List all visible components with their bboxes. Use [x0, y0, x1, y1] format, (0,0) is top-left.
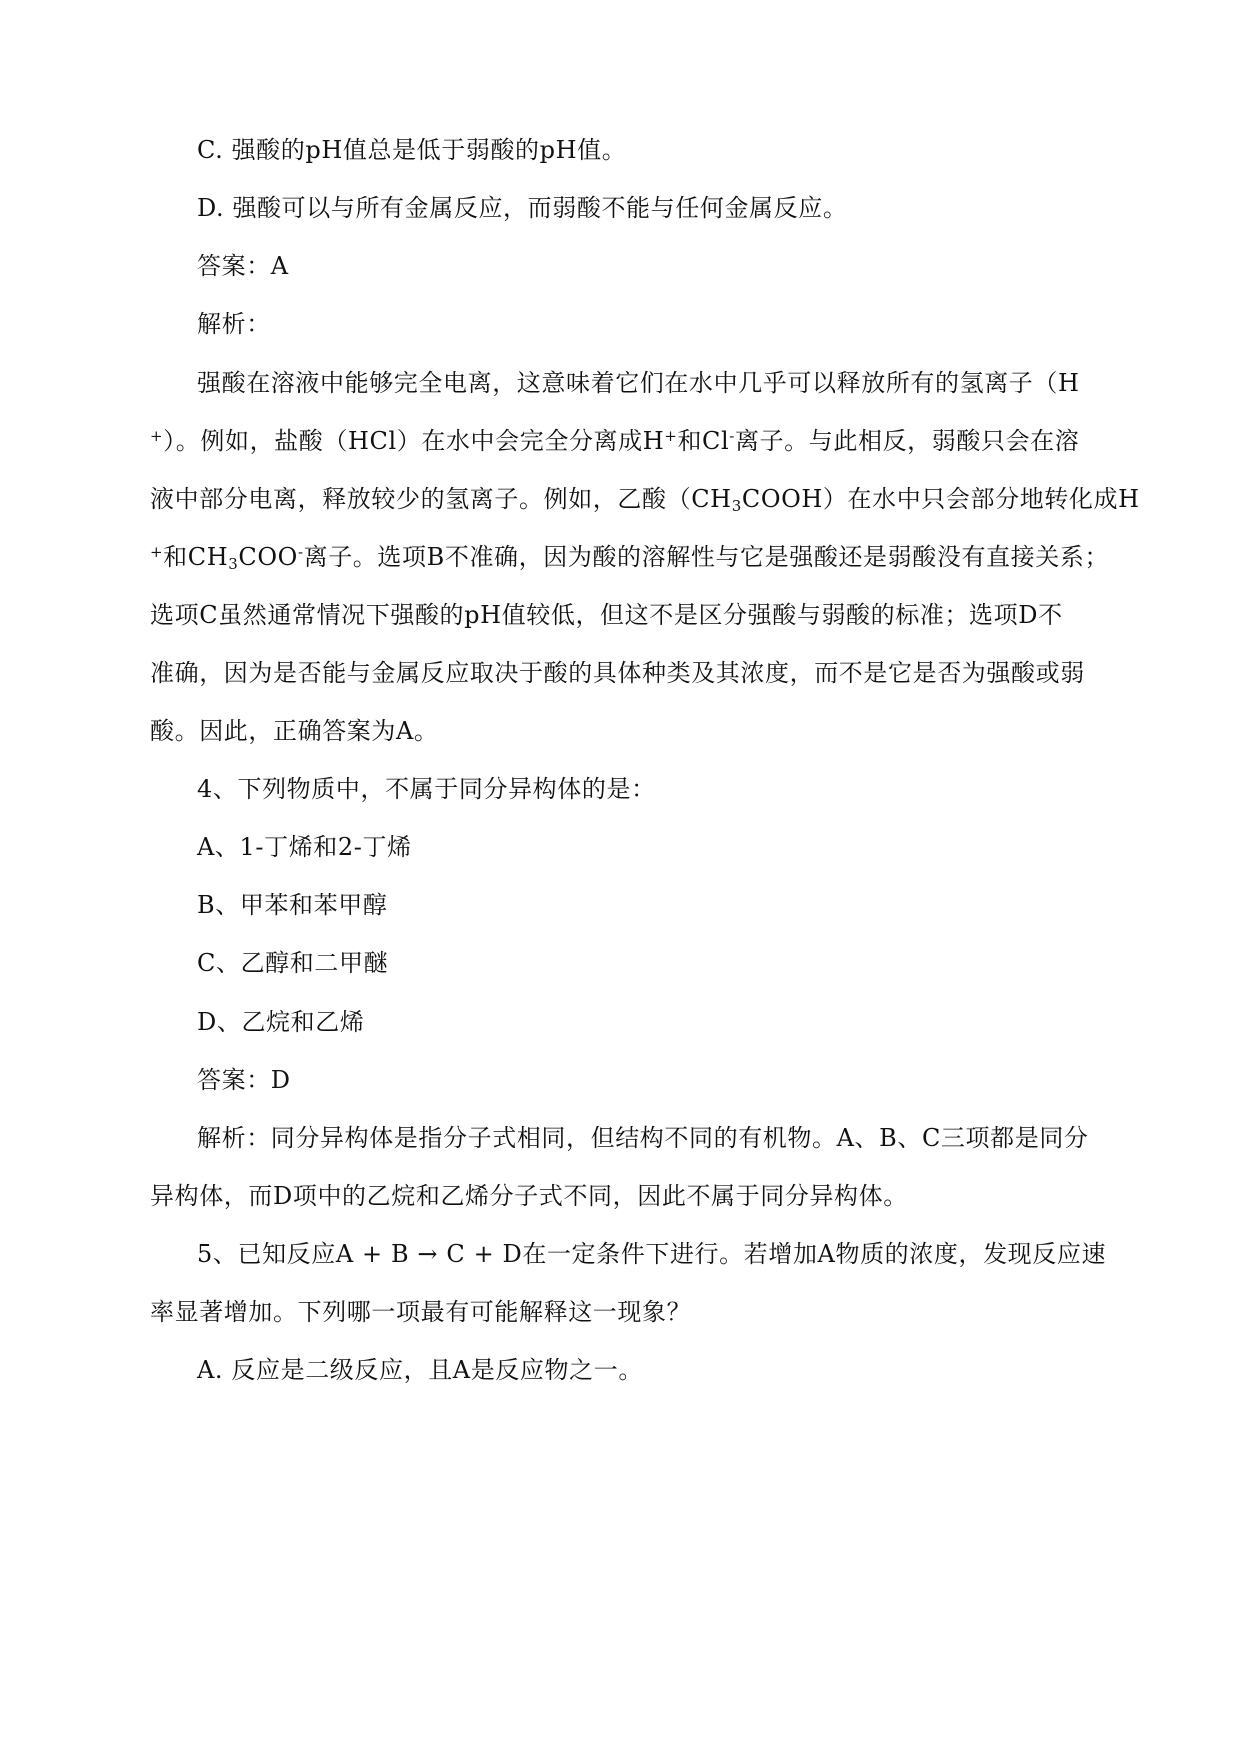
text-run: COOH）在水中只会部分地转化成H [741, 485, 1140, 513]
superscript: - [729, 426, 735, 445]
q3-analysis-line-7: 酸。因此，正确答案为A。 [150, 717, 439, 745]
text-run: 液中部分电离，释放较少的氢离子。例如，乙酸（CH [150, 485, 732, 513]
q3-analysis-line-2 [150, 425, 1090, 457]
q3-analysis-line-3 [150, 483, 1140, 515]
superscript: + [664, 426, 678, 445]
q4-analysis-line-1: 解析：同分异构体是指分子式相同，但结构不同的有机物。A、B、C三项都是同分 [197, 1124, 1089, 1152]
q4-option-a: A、1-丁烯和2-丁烯 [197, 833, 412, 861]
q4-option-d: D、乙烷和乙烯 [197, 1008, 365, 1036]
q3-analysis-line-6: 准确，因为是否能与金属反应取决于酸的具体种类及其浓度，而不是它是否为强酸或弱 [150, 659, 1085, 687]
q3-analysis-label: 解析： [197, 310, 271, 338]
q3-option-c: C. 强酸的pH值总是低于弱酸的pH值。 [197, 136, 627, 164]
q4-stem: 4、下列物质中，不属于同分异构体的是： [197, 775, 656, 803]
text-run: 和Cl [677, 427, 730, 455]
subscript: 3 [228, 554, 239, 573]
text-run: 和CH [163, 543, 229, 571]
text-run: 离子。选项B不准确，因为酸的溶解性与它是强酸还是弱酸没有直接关系； [303, 543, 1110, 571]
text-run: ）。例如，盐酸（HCl）在水中会完全分离成H [163, 427, 665, 455]
q4-option-c: C、乙醇和二甲醚 [197, 949, 389, 977]
q5-stem-line-2: 率显著增加。下列哪一项最有可能解释这一现象？ [150, 1298, 692, 1326]
q3-option-d: D. 强酸可以与所有金属反应，而弱酸不能与任何金属反应。 [197, 194, 848, 222]
q5-stem-line-1: 5、已知反应A + B → C + D在一定条件下进行。若增加A物质的浓度，发现反应速 [197, 1240, 1107, 1268]
subscript: 3 [731, 496, 742, 515]
q4-answer: 答案：D [197, 1066, 291, 1094]
text-run: COO [238, 543, 298, 571]
q5-option-a: A. 反应是二级反应，且A是反应物之一。 [197, 1356, 643, 1384]
text-run: 离子。与此相反，弱酸只会在溶 [734, 427, 1080, 455]
q3-answer: 答案：A [197, 252, 289, 280]
q3-analysis-line-1: 强酸在溶液中能够完全电离，这意味着它们在水中几乎可以释放所有的氢离子（H [197, 369, 1080, 397]
superscript: + [150, 426, 164, 445]
q3-analysis-line-4 [150, 541, 1110, 573]
q4-analysis-line-2: 异构体，而D项中的乙烷和乙烯分子式不同，因此不属于同分异构体。 [150, 1182, 908, 1210]
superscript: - [297, 542, 304, 561]
q4-option-b: B、甲苯和苯甲醇 [197, 891, 388, 919]
q3-analysis-line-5: 选项C虽然通常情况下强酸的pH值较低，但这不是区分强酸与弱酸的标准；选项D不 [150, 601, 1063, 629]
superscript: + [150, 542, 164, 561]
